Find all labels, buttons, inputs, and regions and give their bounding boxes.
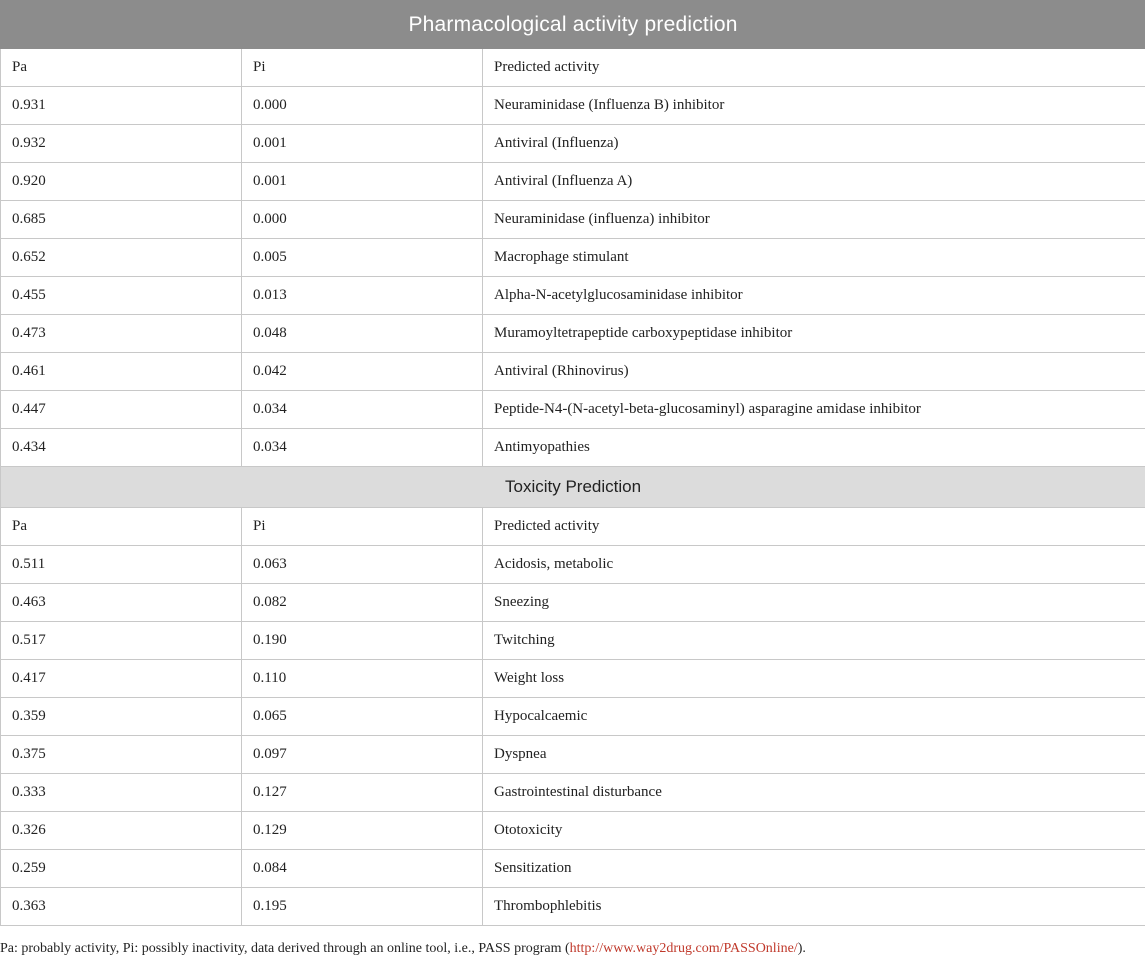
activity-cell: Peptide-N4-(N-acetyl-beta-glucosaminyl) asparagine amidase inhibitor [483,391,1145,429]
pi-cell: 0.001 [242,125,483,163]
table-row [1,87,1145,125]
table-row [1,812,1145,850]
activity-cell: Hypocalcaemic [483,698,1145,736]
pi-cell: 0.190 [242,622,483,660]
table-row [1,584,1145,622]
section-title: Toxicity Prediction [1,467,1145,508]
pa-cell: 0.511 [1,546,242,584]
table-row [1,698,1145,736]
activity-cell: Sneezing [483,584,1145,622]
pi-cell: 0.001 [242,163,483,201]
table-footnote [0,941,1145,957]
pa-cell: 0.359 [1,698,242,736]
pi-cell: 0.084 [242,850,483,888]
pi-cell: 0.082 [242,584,483,622]
activity-cell: Antimyopathies [483,429,1145,467]
pi-cell: 0.110 [242,660,483,698]
footnote-text: Pa: probably activity, Pi: possibly inactivity, data derived through an online tool, i.e., PASS program ( [0,941,570,956]
table-row [1,888,1145,926]
table-row [1,125,1145,163]
activity-cell: Alpha-N-acetylglucosaminidase inhibitor [483,277,1145,315]
pi-cell: 0.034 [242,391,483,429]
pa-cell: 0.517 [1,622,242,660]
pi-cell: 0.097 [242,736,483,774]
pa-cell: 0.920 [1,163,242,201]
activity-cell: Gastrointestinal disturbance [483,774,1145,812]
pa-cell: 0.461 [1,353,242,391]
activity-cell: Antiviral (Rhinovirus) [483,353,1145,391]
column-header: Predicted activity [483,49,1145,87]
section-title-row [1,467,1145,508]
activity-cell: Neuraminidase (Influenza B) inhibitor [483,87,1145,125]
section-title-row [1,1,1145,49]
pi-cell: 0.042 [242,353,483,391]
activity-cell: Acidosis, metabolic [483,546,1145,584]
table-row [1,774,1145,812]
activity-cell: Twitching [483,622,1145,660]
pi-cell: 0.000 [242,201,483,239]
table-row [1,546,1145,584]
table-row [1,163,1145,201]
table-row [1,850,1145,888]
activity-cell: Thrombophlebitis [483,888,1145,926]
pa-cell: 0.417 [1,660,242,698]
column-header: Pa [1,49,242,87]
pi-cell: 0.063 [242,546,483,584]
column-header-row [1,508,1145,546]
activity-cell: Macrophage stimulant [483,239,1145,277]
prediction-table-body [1,1,1145,926]
activity-cell: Sensitization [483,850,1145,888]
column-header: Pi [242,49,483,87]
pa-cell: 0.363 [1,888,242,926]
column-header: Pa [1,508,242,546]
pa-cell: 0.685 [1,201,242,239]
column-header-row [1,49,1145,87]
pa-cell: 0.932 [1,125,242,163]
table-row [1,201,1145,239]
footnote-suffix: ). [797,941,806,956]
passonline-link[interactable]: http://www.way2drug.com/PASSOnline/ [569,941,798,956]
pa-cell: 0.326 [1,812,242,850]
table-row [1,622,1145,660]
activity-cell: Neuraminidase (influenza) inhibitor [483,201,1145,239]
activity-cell: Antiviral (Influenza) [483,125,1145,163]
table-row [1,277,1145,315]
pi-cell: 0.129 [242,812,483,850]
pa-cell: 0.333 [1,774,242,812]
activity-cell: Dyspnea [483,736,1145,774]
pa-cell: 0.375 [1,736,242,774]
pi-cell: 0.195 [242,888,483,926]
pi-cell: 0.034 [242,429,483,467]
column-header: Pi [242,508,483,546]
pa-cell: 0.447 [1,391,242,429]
pi-cell: 0.065 [242,698,483,736]
pi-cell: 0.048 [242,315,483,353]
table-row [1,429,1145,467]
activity-cell: Muramoyltetrapeptide carboxypeptidase inhibitor [483,315,1145,353]
table-row [1,239,1145,277]
pa-cell: 0.473 [1,315,242,353]
table-row [1,736,1145,774]
pa-cell: 0.463 [1,584,242,622]
table-row [1,660,1145,698]
pa-cell: 0.931 [1,87,242,125]
pi-cell: 0.005 [242,239,483,277]
pa-cell: 0.259 [1,850,242,888]
pa-cell: 0.652 [1,239,242,277]
pa-cell: 0.455 [1,277,242,315]
pa-cell: 0.434 [1,429,242,467]
pi-cell: 0.127 [242,774,483,812]
activity-cell: Ototoxicity [483,812,1145,850]
pi-cell: 0.000 [242,87,483,125]
pi-cell: 0.013 [242,277,483,315]
table-row [1,315,1145,353]
table-row [1,391,1145,429]
column-header: Predicted activity [483,508,1145,546]
activity-cell: Antiviral (Influenza A) [483,163,1145,201]
section-title: Pharmacological activity prediction [1,1,1145,49]
activity-cell: Weight loss [483,660,1145,698]
table-row [1,353,1145,391]
